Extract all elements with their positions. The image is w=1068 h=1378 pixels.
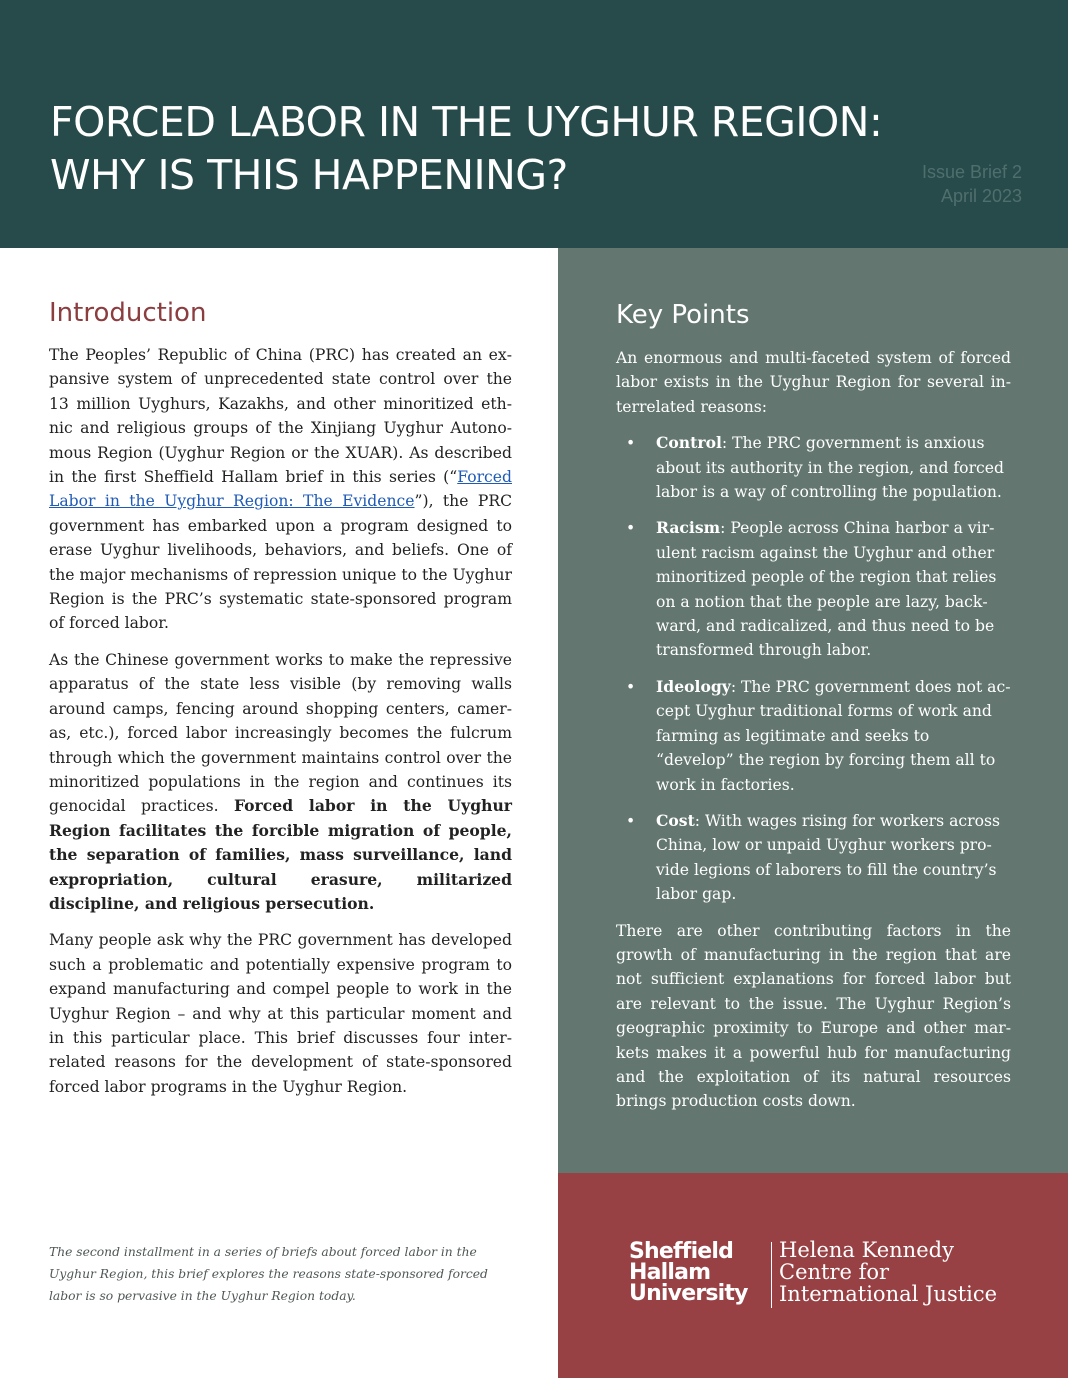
introduction-section — [49, 296, 512, 1111]
logo-divider — [771, 1242, 772, 1308]
series-footnote: The second installment in a series of briefs about forced labor in the Uyghur Region, this brief explores the reasons state-sponsored forced labor is so pervasive in the Uyghur Region today. — [49, 1245, 488, 1303]
key-point-term: Ideology — [656, 676, 731, 696]
key-point-term: Cost — [656, 810, 695, 830]
intro-p2-emphasis: Forced labor in the Uyghur Region facilitates the forcible migration of people, the separation of families, mass surveillance, land expropriation, cultural erasure, militarized discipline, and religious persecution. — [49, 796, 513, 913]
key-point-text — [656, 434, 1004, 501]
intro-p1-text-cont: ”), the PRC government has embarked upon a program designed to erase Uyghur livelihoods, behaviors, and beliefs. One of the major mechanisms of repression unique to the Uyghur Region is the PRC’s systematic state-sponsored program of forced labor. — [49, 492, 512, 633]
logo-line: Sheffield — [629, 1239, 734, 1264]
key-point-racism — [616, 516, 1011, 662]
logo-line: Centre for — [779, 1260, 890, 1284]
intro-p2-text: As the Chinese government works to make the repressive apparatus of the state less visible (by removing walls around camps, fencing around shopping centers, cameras, etc.), forced labor increasingly becomes the fulcrum through which the government maintains control over the minoritized populations in the region and continues its genocidal practices. — [49, 650, 512, 816]
key-point-desc: : With wages rising for workers across China, low or unpaid Uyghur workers provide legions of laborers to fill the country’s labor gap. — [656, 811, 1000, 904]
key-point-text — [656, 812, 1000, 903]
logo-line: Helena Kennedy — [779, 1238, 954, 1262]
introduction-heading: Introduction — [49, 298, 207, 328]
key-point-ideology — [616, 675, 1011, 797]
bullet-icon: • — [626, 519, 636, 538]
title-line-2: WHY IS THIS HAPPENING? — [50, 151, 568, 199]
key-point-term: Racism — [656, 518, 721, 538]
key-point-desc: : People across China harbor a virulent racism against the Uyghur and other minoritized people of the region that relies on a notion that the people are lazy, backward, and radicalized, and thus need to be transformed through labor. — [656, 519, 997, 660]
issue-info — [922, 160, 1022, 208]
header-band — [0, 0, 1068, 248]
title-line-1: FORCED LABOR IN THE UYGHUR REGION: — [50, 98, 883, 146]
key-points-list — [616, 431, 1011, 906]
page-title — [50, 96, 950, 202]
bullet-icon: • — [626, 677, 636, 696]
key-point-text — [656, 678, 1010, 794]
key-point-desc: : The PRC government does not accept Uyghur traditional forms of work and farming as legitimate and seeks to “develop” the region by forcing them all to work in factories. — [656, 677, 1011, 794]
intro-p1-text: The Peoples’ Republic of China (PRC) has created an expansive system of unprecedented state control over the 13 million Uyghurs, Kazakhs, and other minoritized ethnic and religious groups of the Xinjiang Uyghur Autonomous Region (Uyghur Region or the XUAR). As described in the first Sheffield Hallam brief in this series (“ — [49, 346, 512, 487]
key-point-text — [656, 519, 996, 659]
key-points-content — [616, 296, 1011, 1126]
intro-paragraph-2 — [49, 648, 512, 916]
intro-paragraph-1 — [49, 343, 512, 636]
key-points-heading: Key Points — [616, 300, 750, 330]
key-point-desc: : The PRC government is anxious about its authority in the region, and forced labor is a way of controlling the population. — [656, 434, 1004, 502]
issue-number: Issue Brief 2 — [921, 162, 1022, 182]
key-points-sidebar — [558, 248, 1068, 1173]
helena-kennedy-centre-logo — [779, 1239, 997, 1305]
bullet-icon: • — [626, 811, 636, 830]
key-points-intro: An enormous and multi-faceted system of forced labor exists in the Uyghur Region for several interrelated reasons: — [616, 349, 1011, 416]
logo-line: Hallam — [629, 1260, 711, 1285]
issue-date: April 2023 — [940, 186, 1022, 206]
logo-line: International Justice — [779, 1282, 998, 1306]
key-point-term: Control — [656, 433, 722, 453]
evidence-brief-link[interactable]: Forced Labor in the Uyghur Region: The Evidence — [49, 468, 512, 511]
bullet-icon: • — [626, 434, 636, 453]
sheffield-hallam-logo — [629, 1241, 748, 1304]
logo-line: University — [629, 1281, 748, 1306]
key-point-cost — [616, 809, 1011, 907]
logo-band — [558, 1173, 1068, 1378]
key-points-outro: There are other contributing factors in the growth of manufacturing in the region that are not sufficient explanations for forced labor but are relevant to the issue. The Uyghur Region’s geographic proximity to Europe and other markets makes it a powerful hub for manufacturing and the exploitation of its natural resources brings production costs down. — [616, 921, 1011, 1111]
key-point-control — [616, 431, 1011, 504]
intro-paragraph-3: Many people ask why the PRC government has developed such a problematic and potentially expensive program to expand manufacturing and compel people to work in the Uyghur Region – and why at this particular moment and in this particular place. This brief discusses four interrelated reasons for the development of state-sponsored forced labor programs in the Uyghur Region. — [49, 931, 512, 1096]
